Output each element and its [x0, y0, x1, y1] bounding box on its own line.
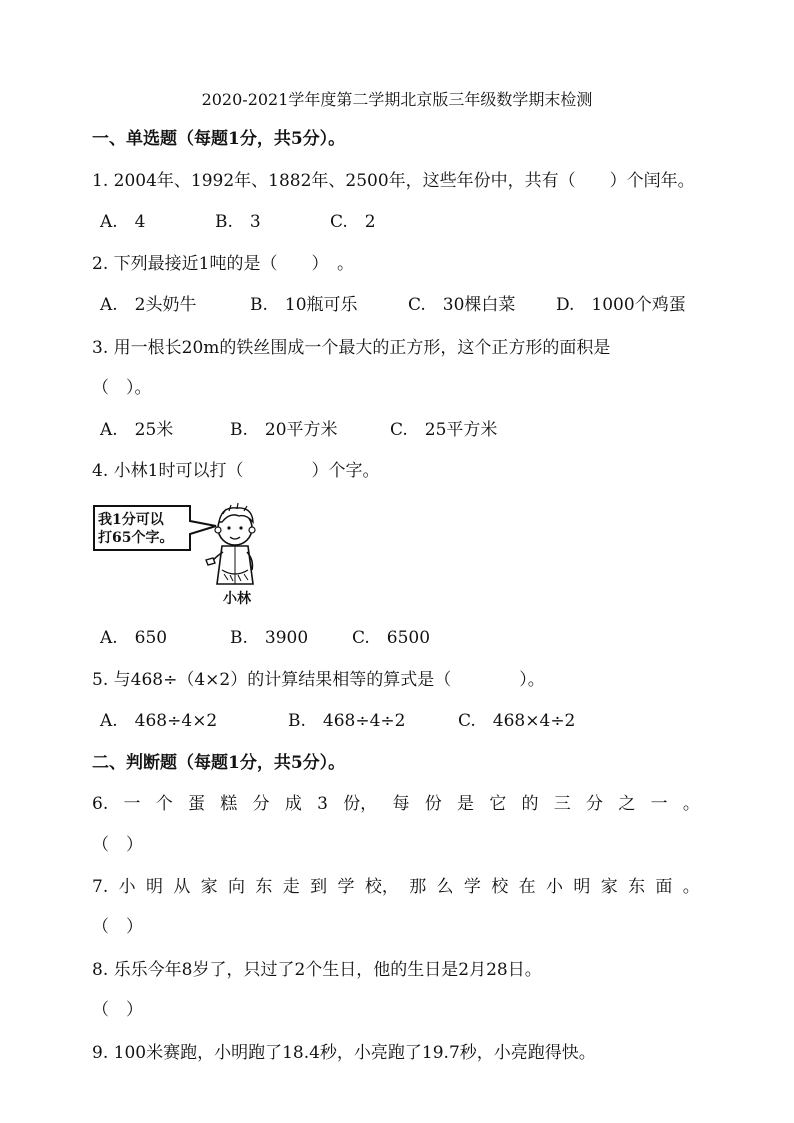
xiaolin-illustration — [92, 500, 282, 610]
question-3-text: 3. 用一根长20m的铁丝围成一个最大的正方形，这个正方形的面积是 — [92, 338, 611, 358]
option-b: B. 10瓶可乐 — [250, 295, 358, 315]
text-char: 。 — [682, 794, 700, 814]
question-1-text: 1. 2004年、1992年、1882年、2500年，这些年份中，共有（ ）个闰年。 — [92, 171, 695, 191]
option-c: C. 30棵白菜 — [408, 295, 516, 315]
text-char: 到 — [310, 877, 328, 897]
question-4-options — [100, 627, 704, 649]
speech-bubble — [98, 511, 173, 547]
text-char: 3 — [317, 794, 328, 814]
question-4-text: 4. 小林1时可以打（ ）个字。 — [92, 461, 380, 481]
text-char: 的 — [521, 794, 539, 814]
question-7-text — [92, 876, 700, 898]
text-char: 是 — [456, 794, 474, 814]
text-char: 从 — [173, 877, 191, 897]
question-8-text: 8. 乐乐今年8岁了，只过了2个生日，他的生日是2月28日。 — [92, 960, 542, 980]
option-c: C. 25平方米 — [390, 420, 498, 440]
option-a: A. 4 — [100, 212, 146, 232]
figure-caption: 小林 — [223, 591, 251, 607]
text-char: 么 — [436, 877, 454, 897]
text-char: 那 — [409, 877, 427, 897]
option-a: A. 2头奶牛 — [100, 295, 197, 315]
option-a: A. 650 — [100, 628, 168, 648]
text-char: 糕 — [220, 794, 238, 814]
speech-bubble-line-2: 打65个字。 — [98, 530, 174, 546]
text-char: 东 — [255, 877, 273, 897]
text-char: 学 — [337, 877, 355, 897]
option-b: B. 3900 — [230, 628, 309, 648]
option-c: C. 6500 — [352, 628, 431, 648]
question-3-blank: （ ）。 — [92, 378, 152, 398]
text-char: 明 — [573, 877, 591, 897]
text-char: 个 — [155, 794, 173, 814]
text-char: 东 — [628, 877, 646, 897]
question-1-options — [100, 211, 704, 233]
text-char: 明 — [145, 877, 163, 897]
speech-bubble-line-1: 我1分可以 — [98, 512, 164, 528]
option-b: B. 3 — [215, 212, 261, 232]
text-char: 校， — [364, 877, 399, 897]
text-char: 份 — [424, 794, 442, 814]
text-char: 分 — [586, 794, 604, 814]
question-6-blank: （ ） — [92, 835, 143, 855]
section-heading-true-false: 二、判断题（每题1分，共5分）。 — [92, 753, 346, 773]
text-char: 学 — [463, 877, 481, 897]
document-title: 2020-2021学年度第二学期北京版三年级数学期末检测 — [201, 90, 593, 109]
text-char: 三 — [553, 794, 571, 814]
text-char: 走 — [282, 877, 300, 897]
question-3-options — [100, 419, 704, 441]
text-char: 一 — [123, 794, 141, 814]
option-a: A. 468÷4×2 — [100, 711, 218, 731]
text-char: 小 — [545, 877, 563, 897]
question-6-text — [92, 793, 700, 815]
section-heading-single-choice: 一、单选题（每题1分，共5分）。 — [92, 129, 346, 149]
text-char: 它 — [489, 794, 507, 814]
option-c: C. 2 — [330, 212, 376, 232]
question-2-text: 2. 下列最接近1吨的是（ ） 。 — [92, 254, 354, 274]
text-char: 向 — [228, 877, 246, 897]
question-5-options — [100, 710, 704, 732]
question-9-text: 9. 100米赛跑，小明跑了18.4秒，小亮跑了19.7秒，小亮跑得快。 — [92, 1043, 596, 1063]
text-char: 6. — [92, 794, 109, 814]
question-7-blank: （ ） — [92, 917, 143, 937]
text-char: 。 — [682, 877, 700, 897]
text-char: 一 — [650, 794, 668, 814]
text-char: 成 — [284, 794, 302, 814]
text-char: 校 — [491, 877, 509, 897]
option-a: A. 25米 — [100, 420, 174, 440]
option-b: B. 468÷4÷2 — [288, 711, 406, 731]
question-8-blank: （ ） — [92, 1000, 143, 1020]
question-2-options — [100, 294, 704, 316]
option-b: B. 20平方米 — [230, 420, 338, 440]
option-c: C. 468×4÷2 — [458, 711, 576, 731]
text-char: 家 — [600, 877, 618, 897]
option-d: D. 1000个鸡蛋 — [556, 295, 686, 315]
text-char: 在 — [518, 877, 536, 897]
text-char: 家 — [200, 877, 218, 897]
text-char: 分 — [252, 794, 270, 814]
text-char: 蛋 — [188, 794, 206, 814]
text-char: 份， — [343, 794, 378, 814]
question-5-text: 5. 与468÷（4×2）的计算结果相等的算式是（ ）。 — [92, 670, 545, 690]
text-char: 小 — [118, 877, 136, 897]
text-char: 每 — [392, 794, 410, 814]
text-char: 面 — [655, 877, 673, 897]
text-char: 7. — [92, 877, 109, 897]
text-char: 之 — [618, 794, 636, 814]
